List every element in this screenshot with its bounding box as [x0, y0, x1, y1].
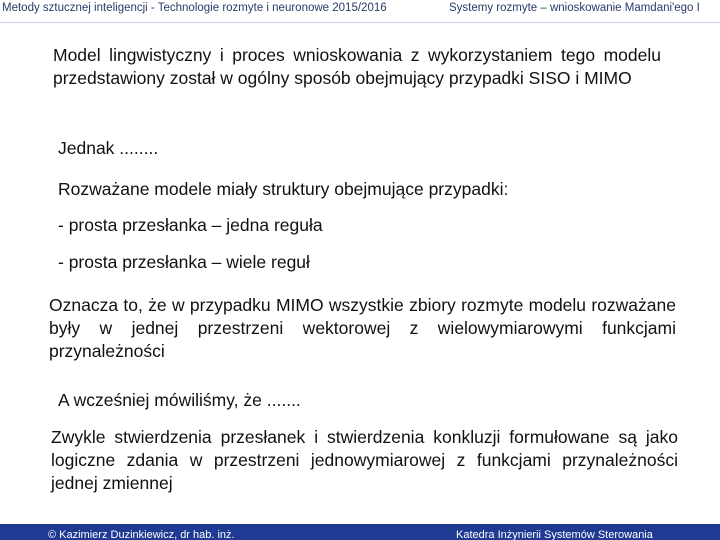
slide-header [0, 0, 720, 22]
header-course-title: Metody sztucznej inteligencji - Technologie rozmyte i neuronowe 2015/2016 [2, 2, 387, 14]
footer-author: © Kazimierz Duzinkiewicz, dr hab. inż. [48, 529, 235, 540]
paragraph-model-intro: Model lingwistyczny i proces wnioskowania z wykorzystaniem tego modelu przedstawiony został w ogólny sposób obejmujący przypadki SISO i MIMO [53, 45, 661, 88]
paragraph-usually: Zwykle stwierdzenia przesłanek i stwierdzenia konkluzji formułowane są jako logiczne zdania w przestrzeni jednowymiarowej z funkcjami przynależności jednej zmiennej [51, 427, 678, 493]
page-number: 30 [680, 515, 692, 526]
header-divider [0, 22, 720, 23]
paragraph-however: Jednak ........ [58, 138, 159, 158]
header-topic-title: Systemy rozmyte – wnioskowanie Mamdani'ego I [449, 2, 700, 14]
list-item-single-rule: - prosta przesłanka – jedna reguła [58, 215, 323, 235]
footer-department: Katedra Inżynierii Systemów Sterowania [456, 529, 653, 540]
paragraph-mimo-meaning: Oznacza to, że w przypadku MIMO wszystkie zbiory rozmyte modelu rozważane były w jednej przestrzeni wektorowej z wielowymiarowymi funkcjami przynależności [49, 295, 676, 361]
list-item-many-rules: - prosta przesłanka – wiele reguł [58, 252, 310, 272]
slide-footer [0, 524, 720, 540]
paragraph-structures: Rozważane modele miały struktury obejmujące przypadki: [58, 179, 509, 199]
paragraph-earlier: A wcześniej mówiliśmy, że ....... [58, 390, 301, 410]
